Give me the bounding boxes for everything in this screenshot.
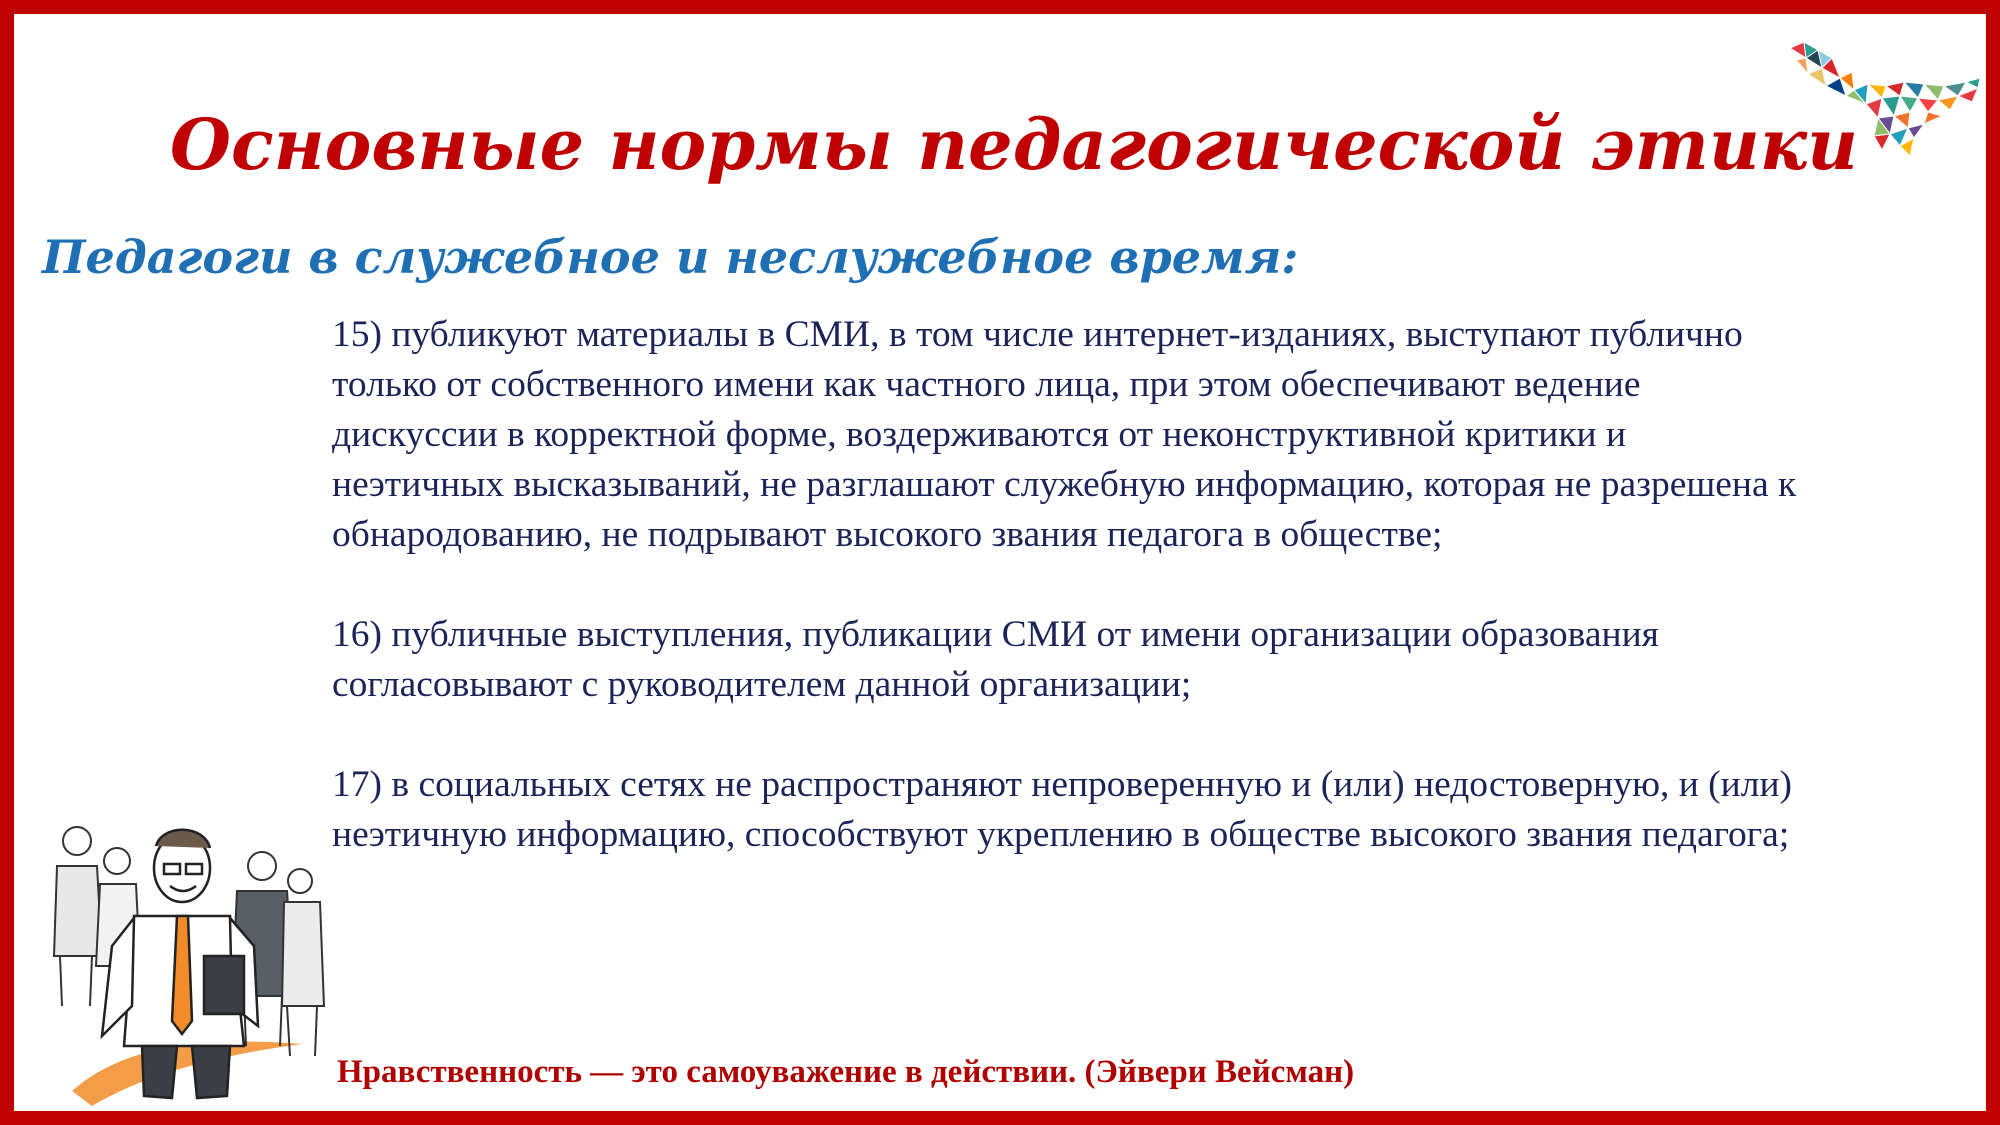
slide-subtitle: Педагоги в служебное и неслужебное время: (42, 230, 1299, 284)
norm-item-17: 17) в социальных сетях не распространяют непроверенную и (или) недостоверную, и (или) неэтичную информацию, способствуют укреплению в обществе высокого звания педагога; (332, 764, 1793, 855)
norm-item-16: 16) публичные выступления, публикации СМИ от имени организации образования согласовывают с руководителем данной организации; (332, 614, 1659, 705)
norm-item-15: 15) публикуют материалы в СМИ, в том числе интернет-изданиях, выступают публично только от собственного имени как частного лица, при этом обеспечивают ведение дискуссии в корректной форме, воздерживаются от неконструктивной критики и неэтичных высказываний, не разглашают служебную информацию, которая не разрешена к обнародованию, не подрывают высокого звания педагога в обществе; (332, 314, 1797, 555)
quote-text: Нравственность — это самоуважение в действии. (Эйвери Вейсман) (337, 1054, 1355, 1090)
slide-title: Основные нормы педагогической этики (170, 103, 1858, 186)
norms-list (332, 310, 1992, 910)
teachers-group-illustration (32, 806, 332, 1111)
